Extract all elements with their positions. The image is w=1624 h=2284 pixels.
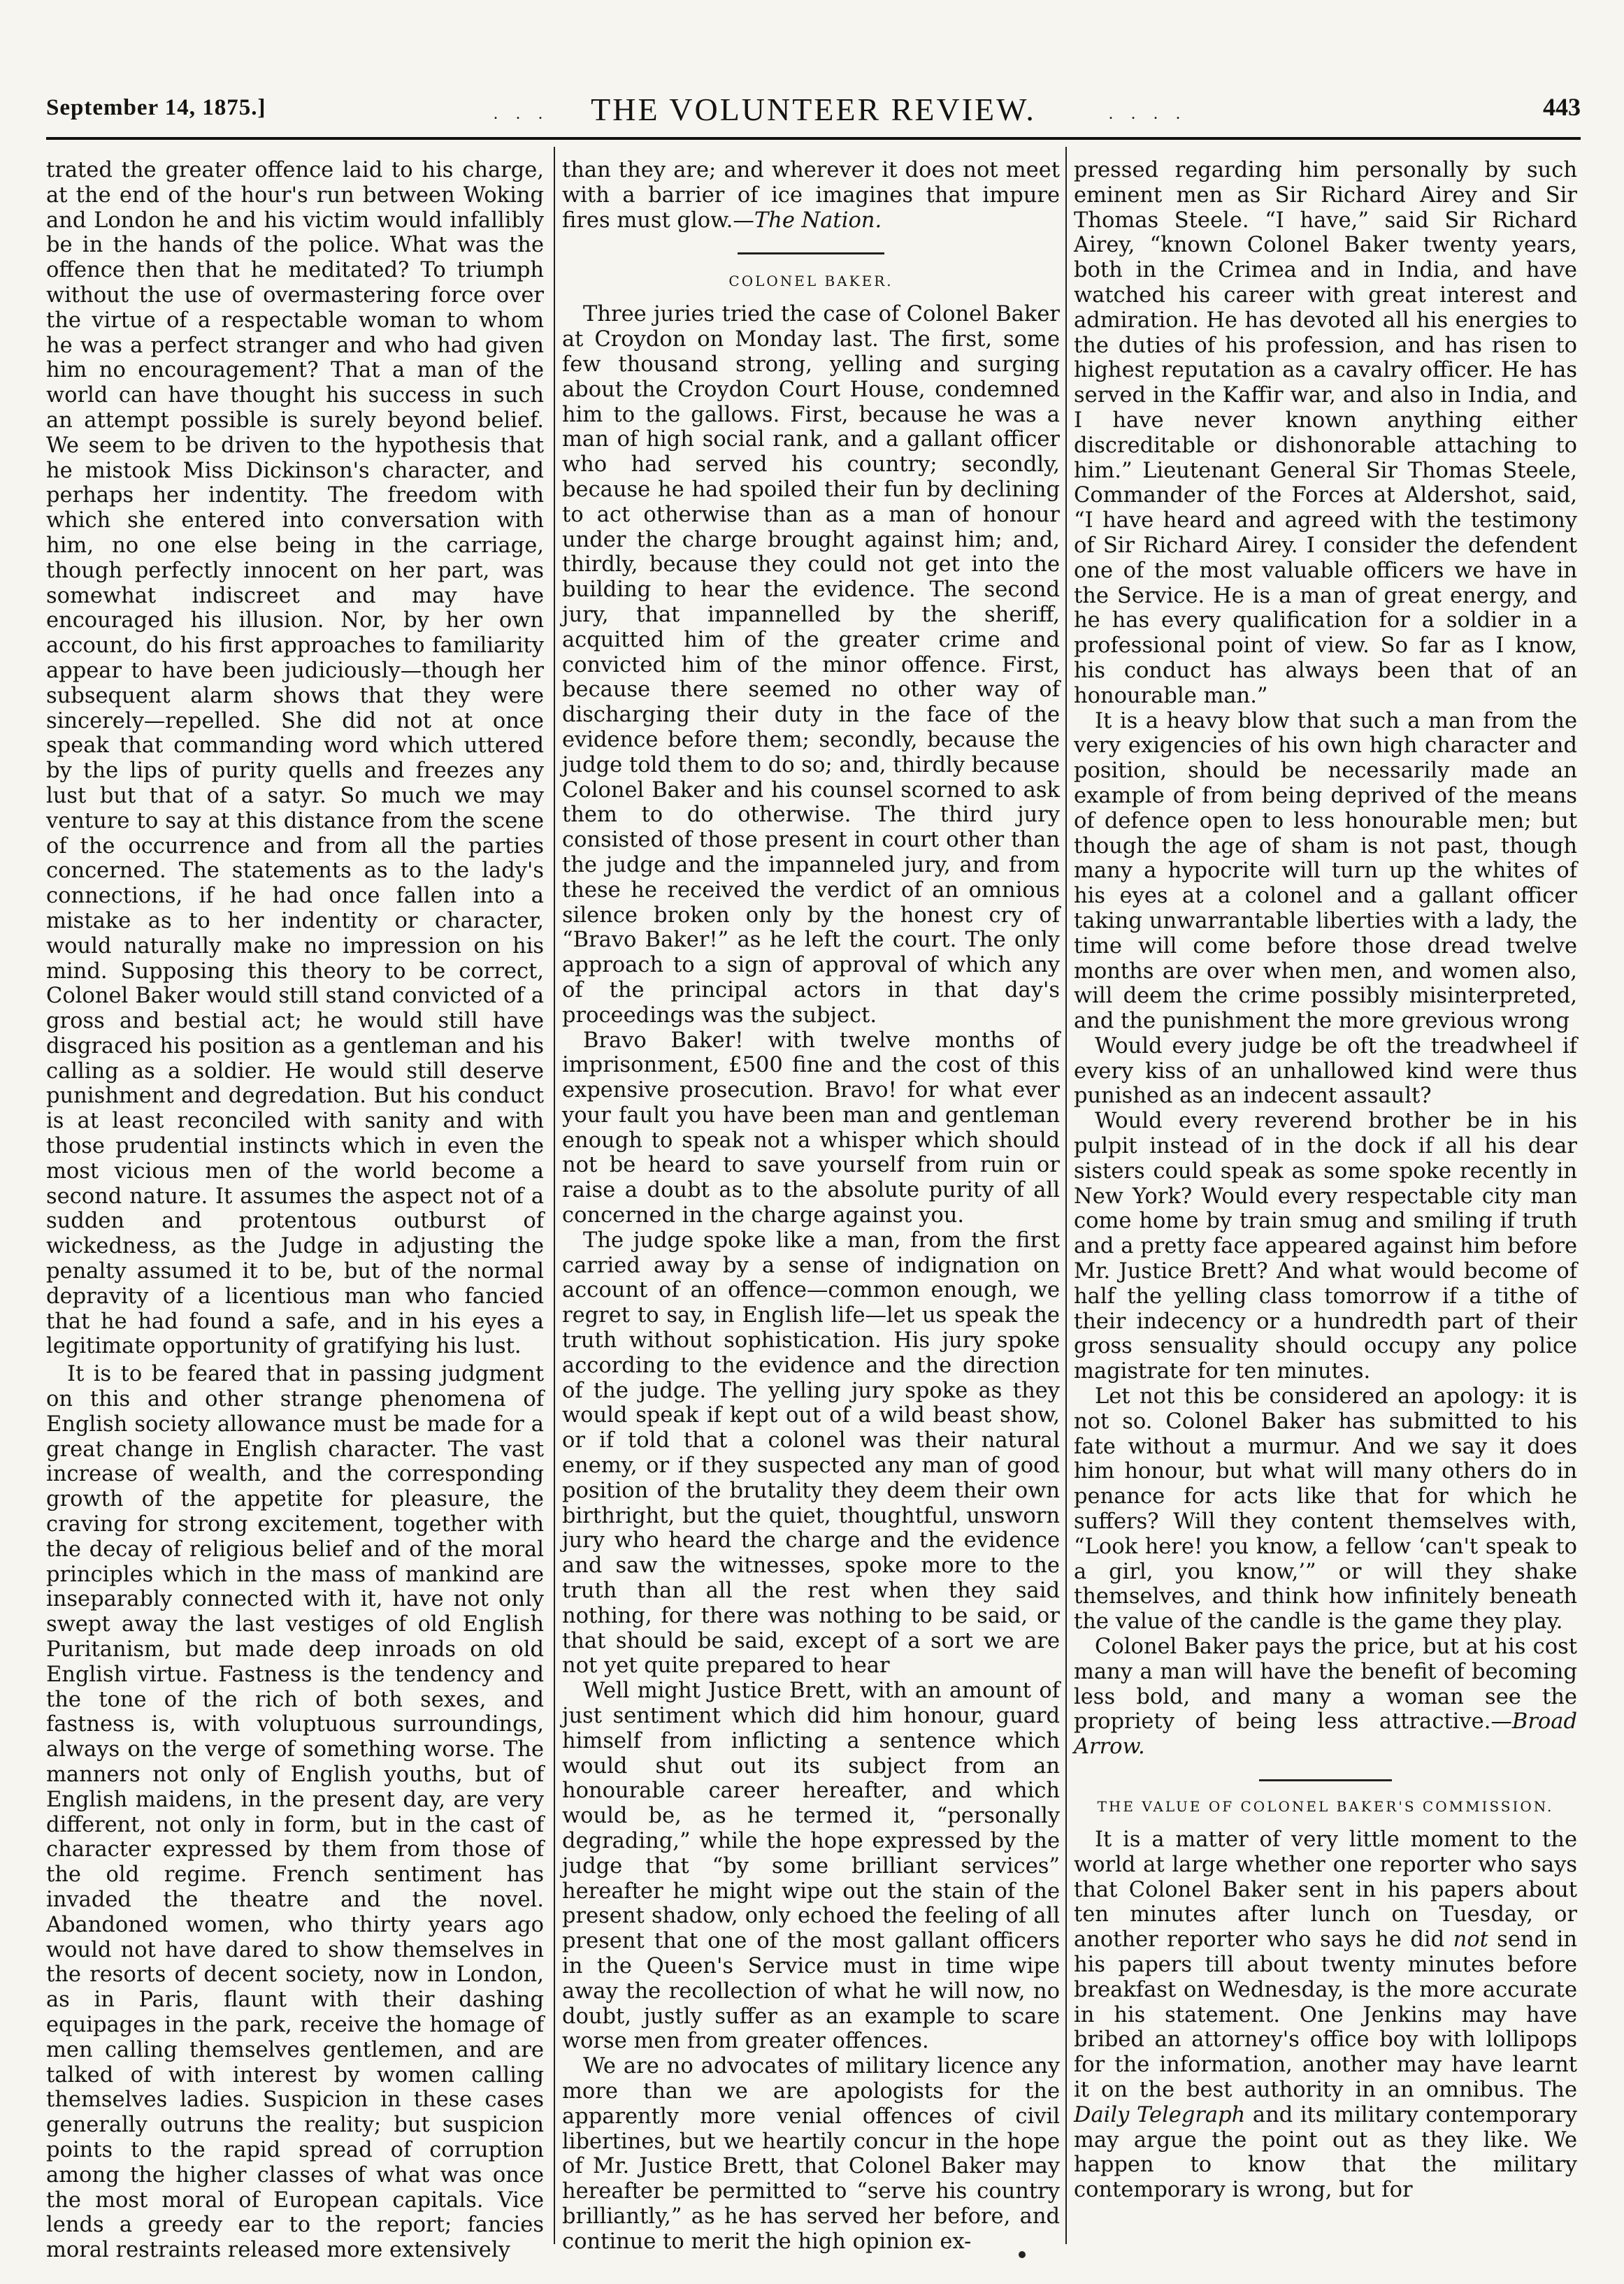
source-credit-nation: The Nation. — [754, 208, 882, 233]
col2-paragraph-1 — [562, 158, 1060, 233]
col2-paragraph-2: Three juries tried the case of Colonel Baker at Croydon on Monday last. The first, some few thousand strong, yelling and surging about the Croydon Court House, condemned him to the gallows. First, because he was a man of high social rank, and a gallant officer who had served his country; secondly, because he had spoiled their fun by declining to act otherwise than as a man of honour under the charge brought against him; and, thirdly, because they could not get into the building to hear the evidence. The second jury, that impannelled by the sheriff, acquitted him of the greater crime and convicted him of the minor offence. First, because there seemed no other way of discharging their duty in the face of the evidence before them; secondly, because the judge told them to do so; and, thirdly because Colonel Baker and his counsel scorned to ask them to do otherwise. The third jury consisted of those present in court other than the judge and the impanneled jury, and from these he received the verdict of an omnious silence broken only by the honest cry of “Bravo Baker!” as he left the court. The only approach to a sign of approval of which any of the principal actors in that day's proceedings was the subject. — [562, 302, 1060, 1028]
article-heading-commission: THE VALUE OF COLONEL BAKER'S COMMISSION. — [1097, 1798, 1554, 1815]
col3-paragraph-7-part-b: send in his papers till about twenty minutes before breakfast on Wednesday, is the more accurate in his statement. One Jenkins may have bribed an attorney's office boy with lollipops for the information, another may have learnt it on the best authority in an omnibus. The — [1074, 1927, 1577, 2102]
page-header — [46, 88, 1581, 131]
newspaper-name-daily-telegraph: Daily Telegraph — [1074, 2102, 1246, 2127]
issue-date: September 14, 1875.] — [46, 95, 266, 120]
col3-paragraph-6-text: Colonel Baker pays the price, but at his cost many a man will have the benefit of becoming less bold, and many a woman see the propriety of being less attractive.— — [1074, 1635, 1577, 1734]
article-separator — [738, 252, 884, 254]
col3-paragraph-4: Would every reverend brother be in his pulpit instead of in the dock if all his dear sisters could speak as some spoke recently in New York? Would every respectable city man come home by train smug and smiling if truth and a pretty face appeared against him before Mr. Justice Brett? And what would become of half the yelling class tomorrow if a tithe of their indecency or a hundredth part of their gross sensuality should occupy any police magistrate for ten minutes. — [1074, 1109, 1577, 1384]
col1-paragraph-2: It is to be feared that in passing judgment on this and other strange phenomena of English society allowance must be made for a great change in English character. The vast increase of wealth, and the corresponding growth of the appetite for pleasure, the craving for strong excitement, together with the decay of religious belief and of the moral principles which in the mass of mankind are inseparably connected with it, have not only swept away the last vestiges of old English Puritanism, but made deep inroads on old English virtue. Fastness is the tendency and the tone of the rich of both sexes, and fastness is, with voluptuous surroundings, always on the verge of something worse. The manners not only of English youths, but of English maidens, in the present day, are very different, not only in form, but in the cast of character expressed by them from those of the old regime. French sentiment has invaded the theatre and the novel. Abandoned women, who thirty years ago would not have dared to show themselves in the resorts of decent society, now in London, as in Paris, flaunt with their dashing equipages in the park, receive the homage of men calling themselves gentlemen, and are talked of with interest by women calling themselves ladies. Suspicion in these cases generally outruns the reality; but suspicion points to the rapid spread of corruption among the higher classes of what was once the most moral of European capitals. Vice lends a greedy ear to the report; fancies moral restraints released more extensively — [46, 1362, 544, 2263]
col3-paragraph-2: It is a heavy blow that such a man from the very exigencies of his own high character and position, should be necessarily made an example of from being deprived of the means of defence open to less honourable men; but though the age of sham is not past, though many a hypocrite will turn up the whites of his eyes at a colonel and a gallant officer taking unwarrantable liberties with a lady, the time will come before those dread twelve months are over when men, and women also, will deem the crime possibly misinterpreted, and the punishment the more grevious wrong — [1074, 708, 1577, 1034]
header-dots-right: . . . . — [1109, 105, 1187, 123]
col3-paragraph-1: pressed regarding him personally by such eminent men as Sir Richard Airey and Sir Thomas Steele. “I have,” said Sir Richard Airey, “known Colonel Baker twenty years, both in the Crimea and in India, and have watched his career with great interest and admiration. He has devoted all his energies to the duties of his profession, and has risen to highest reputation as a cavalry officer. He has served in the Kaffir war, and also in India, and I have never known anything either discreditable or dishonorable attaching to him.” Lieutenant General Sir Thomas Steele, Commander of the Forces at Aldershot, said, “I have heard and agreed with the testimony of Sir Richard Airey. I consider the defendent one of the most valuable officers we have in the Service. He is a man of great energy, and he has every qualification for a soldier in a professional point of view. So far as I know, his conduct has always been that of an honourable man.” — [1074, 158, 1577, 708]
header-dots-left: . . . — [494, 105, 549, 123]
col3-paragraph-7-part-a: It is a matter of very little moment to the world at large whether one reporter who says that Colonel Baker sent in his papers about ten minutes after lunch on Tuesday, or another reporter who says he did — [1074, 1827, 1577, 1953]
col3-paragraph-6 — [1074, 1635, 1577, 1760]
column-rule-2 — [1065, 147, 1067, 2244]
article-heading-colonel-baker: COLONEL BAKER. — [728, 273, 893, 290]
col2-paragraph-1-text: than they are; and wherever it does not meet with a barrier of ice imagines that impure fires must glow.— — [562, 158, 1060, 233]
header-rule — [46, 137, 1581, 140]
col2-paragraph-5: Well might Justice Brett, with an amount of just sentiment which did him honour, guard himself from inflicting a sentence which would shut out its subject from an honourable career hereafter, and which would be, as he termed it, “personally degrading,” while the hope expressed by the judge that “by some brilliant services” hereafter he might wipe out the stain of the present shadow, only echoed the feeling of all present that one of the most gallant officers in the Queen's Service must in time wipe away the recollection of what he will now, no doubt, justly suffer as an example to scare worse men from greater offences. — [562, 1679, 1060, 2054]
col3-paragraph-7-emphasis: not — [1453, 1927, 1488, 1953]
column-3 — [1074, 158, 1577, 2248]
column-2 — [562, 158, 1060, 2254]
column-rule-1 — [554, 147, 555, 2244]
col3-paragraph-5: Let not this be considered an apology: it is not so. Colonel Baker has submitted to his fate without a murmur. And we say it does him honour, but what will many others do in penance for acts like that for which he suffers? Will they content themselves with, “Look here! you know, a fellow ‘can't speak to a girl, you know,’” or will they shake themselves, and think how infinitely beneath the value of the candle is the game they play. — [1074, 1384, 1577, 1635]
col3-paragraph-3: Would every judge be oft the treadwheel if every kiss of an unhallowed kind were thus punished as an indecent assault? — [1074, 1033, 1577, 1109]
page-number: 443 — [1543, 93, 1581, 121]
article-separator-2 — [1259, 1779, 1392, 1781]
col3-paragraph-7-part-c: and its military contemporary may argue the point out as they like. We happen to know that the military contemporary is wrong, but for — [1074, 2102, 1578, 2203]
print-speck — [1019, 2251, 1026, 2258]
publication-title: THE VOLUNTEER REVIEW. — [591, 92, 1036, 127]
col1-paragraph-1: trated the greater offence laid to his charge, at the end of the hour's run between Woking and London he and his victim would infallibly be in the hands of the police. What was the offence then that he meditated? To triumph without the use of overmastering force over the virtue of a respectable woman to whom he was a perfect stranger and who had given him no encouragement? That a man of the world can have thought his success in such an attempt possible is surely beyond belief. We seem to be driven to the hypothesis that he mistook Miss Dickinson's character, and perhaps her indentity. The freedom with which she entered into conversation with him, no one else being in the carriage, though perfectly innocent on her part, was somewhat indiscreet and may have encouraged his illusion. Nor, by her own account, do his first approaches to familiarity appear to have been judiciously—though her subsequent alarm shows that they were sincerely—repelled. She did not at once speak that commanding word which uttered by the lips of purity quells and freezes any lust but that of a satyr. So much we may venture to say at this distance from the scene of the occurrence and from all the parties concerned. The statements as to the lady's connections, if he had once fallen into a mistake as to her indentity or character, would naturally make no impression on his mind. Supposing this theory to be correct, Colonel Baker would still stand convicted of a gross and bestial act; he would still have disgraced his position as a gentleman and his calling as a soldier. He would still deserve punishment and degredation. But his conduct is at least reconciled with sanity and with those prudential instincts which in even the most vicious men of the world become a second nature. It assumes the aspect not of a sudden and protentous outburst of wickedness, as the Judge in adjusting the penalty assumed it to be, but of the normal depravity of a licentious man who fancied that he had found a safe, and in his eyes a legitimate opportunity of gratifying his lust. — [46, 158, 544, 1359]
col2-paragraph-3: Bravo Baker! with twelve months of imprisonment, £500 fine and the cost of this expensive prosecution. Bravo! for what ever your fault you have been man and gentleman enough to speak not a whisper which should not be heard to save yourself from ruin or raise a doubt as to the absolute purity of all concerned in the charge against you. — [562, 1028, 1060, 1228]
col2-paragraph-6: We are no advocates of military licence any more than we are apologists for the apparently more venial offences of civil libertines, but we heartily concur in the hope of Mr. Justice Brett, that Colonel Baker may hereafter be permitted to “serve his country brilliantly,” as he has served her before, and continue to merit the high opinion ex- — [562, 2054, 1060, 2254]
col3-paragraph-7 — [1074, 1827, 1577, 2203]
source-credit-broad-arrow: Broad Arrow. — [1074, 1709, 1577, 1760]
column-1 — [46, 158, 544, 2263]
col2-paragraph-4: The judge spoke like a man, from the first carried away by a sense of indignation on account of an offence—common enough, we regret to say, in English life—let us speak the truth without sophistication. His jury spoke according to the evidence and the direction of the judge. The yelling jury spoke as they would speak if kept out of a wild beast show, or if told that a colonel was their natural enemy, or if they suspected any man of good position of the brutality they deem their own birthright, but the quiet, thoughtful, unsworn jury who heard the charge and the evidence and saw the witnesses, spoke more to the truth than all the rest when they said nothing, for there was nothing to be said, or that should be said, except of a sort we are not yet quite prepared to hear — [562, 1228, 1060, 1679]
